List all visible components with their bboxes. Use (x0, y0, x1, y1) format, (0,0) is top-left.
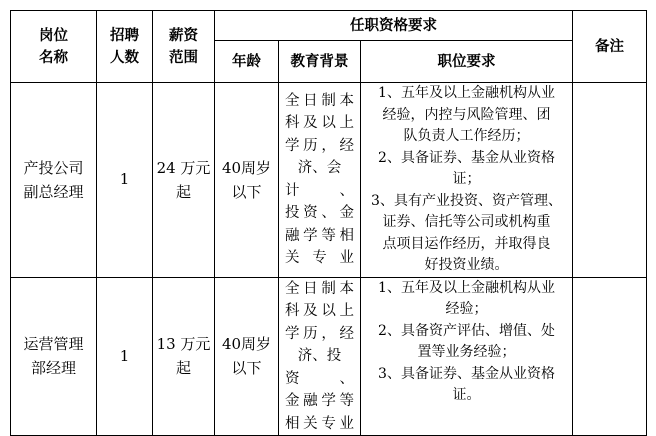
header-remarks: 备注 (573, 11, 647, 83)
header-salary-line2: 范围 (169, 49, 198, 66)
age-line: 以下 (231, 182, 262, 201)
header-headcount-line1: 招聘 (110, 27, 139, 44)
requirement-line: 经验； (445, 301, 488, 317)
age-line: 以下 (231, 359, 262, 378)
education-line: 融学等相 (285, 227, 354, 244)
position-line: 部经理 (30, 359, 76, 378)
requirement-line: 好投资业绩。 (424, 257, 509, 273)
salary-line: 起 (175, 182, 191, 201)
salary-line: 24 万元 (156, 158, 211, 177)
education-cell (279, 277, 361, 436)
requirement-line: 1、五年及以上金融机构从业 (378, 85, 555, 101)
headcount-cell: 1 (97, 277, 153, 436)
requirements-cell (361, 83, 573, 278)
age-cell (215, 83, 279, 278)
requirements-cell (361, 277, 573, 436)
requirement-line: 1、五年及以上金融机构从业 (378, 279, 555, 296)
remarks-cell (573, 83, 647, 278)
position-line: 副总经理 (23, 182, 84, 201)
education-line: 科及以上 (285, 115, 354, 132)
salary-line: 起 (175, 359, 191, 378)
header-salary-line1: 薪资 (169, 27, 198, 44)
requirement-line: 点项目运作经历，并取得良 (382, 235, 551, 252)
position-cell (11, 277, 97, 436)
age-line: 40周岁 (221, 335, 272, 354)
requirement-line: 2、具备资产评估、增值、处 (378, 322, 555, 339)
header-age: 年龄 (215, 41, 279, 83)
education-line: 济、会计、 (285, 160, 354, 199)
header-education: 教育背景 (279, 41, 361, 83)
recruitment-table (10, 10, 647, 436)
education-line: 济、投资、 (285, 348, 354, 387)
education-line: 金融学等 (285, 393, 354, 409)
header-position-name-line1: 岗位 (39, 27, 68, 44)
position-line: 产投公司 (23, 158, 84, 177)
requirement-line: 经验，内控与风险管理、团 (382, 106, 551, 123)
header-qualifications: 任职资格要求 (215, 11, 573, 41)
salary-line: 13 万元 (156, 335, 211, 354)
requirement-line: 3、具有产业投资、资产管理、 (371, 192, 562, 209)
requirement-line: 证。 (452, 387, 481, 403)
header-salary (153, 11, 215, 83)
header-headcount (97, 11, 153, 83)
table-row (11, 83, 647, 278)
requirement-line: 队负责人工作经历； (403, 128, 530, 144)
table-row (11, 277, 647, 436)
education-line: 关专业 (285, 250, 354, 267)
education-line: 科及以上 (285, 303, 354, 319)
requirement-line: 2、具备证券、基金从业资格 (378, 149, 555, 166)
age-line: 40周岁 (221, 158, 272, 177)
header-position-name (11, 11, 97, 83)
age-cell (215, 277, 279, 436)
education-line: 学历，经 (285, 137, 354, 154)
education-line: 相关专业 (285, 415, 354, 432)
education-cell (279, 83, 361, 278)
remarks-cell (573, 277, 647, 436)
position-line: 运营管理 (23, 335, 84, 354)
header-headcount-line2: 人数 (110, 49, 139, 66)
header-position-name-line2: 名称 (39, 49, 68, 66)
position-cell (11, 83, 97, 278)
header-job-requirements: 职位要求 (361, 41, 573, 83)
education-line: 全日制本 (285, 92, 354, 109)
headcount-cell: 1 (97, 83, 153, 278)
requirement-line: 证； (452, 171, 481, 187)
requirement-line: 3、具备证券、基金从业资格 (378, 365, 555, 382)
salary-cell (153, 83, 215, 278)
education-line: 投资、金 (285, 205, 354, 222)
education-line: 全日制本 (285, 280, 354, 297)
requirement-line: 置等业务经验； (417, 344, 516, 360)
salary-cell (153, 277, 215, 436)
requirement-line: 证券、信托等公司或机构重 (382, 214, 551, 230)
education-line: 学历，经 (285, 325, 354, 342)
